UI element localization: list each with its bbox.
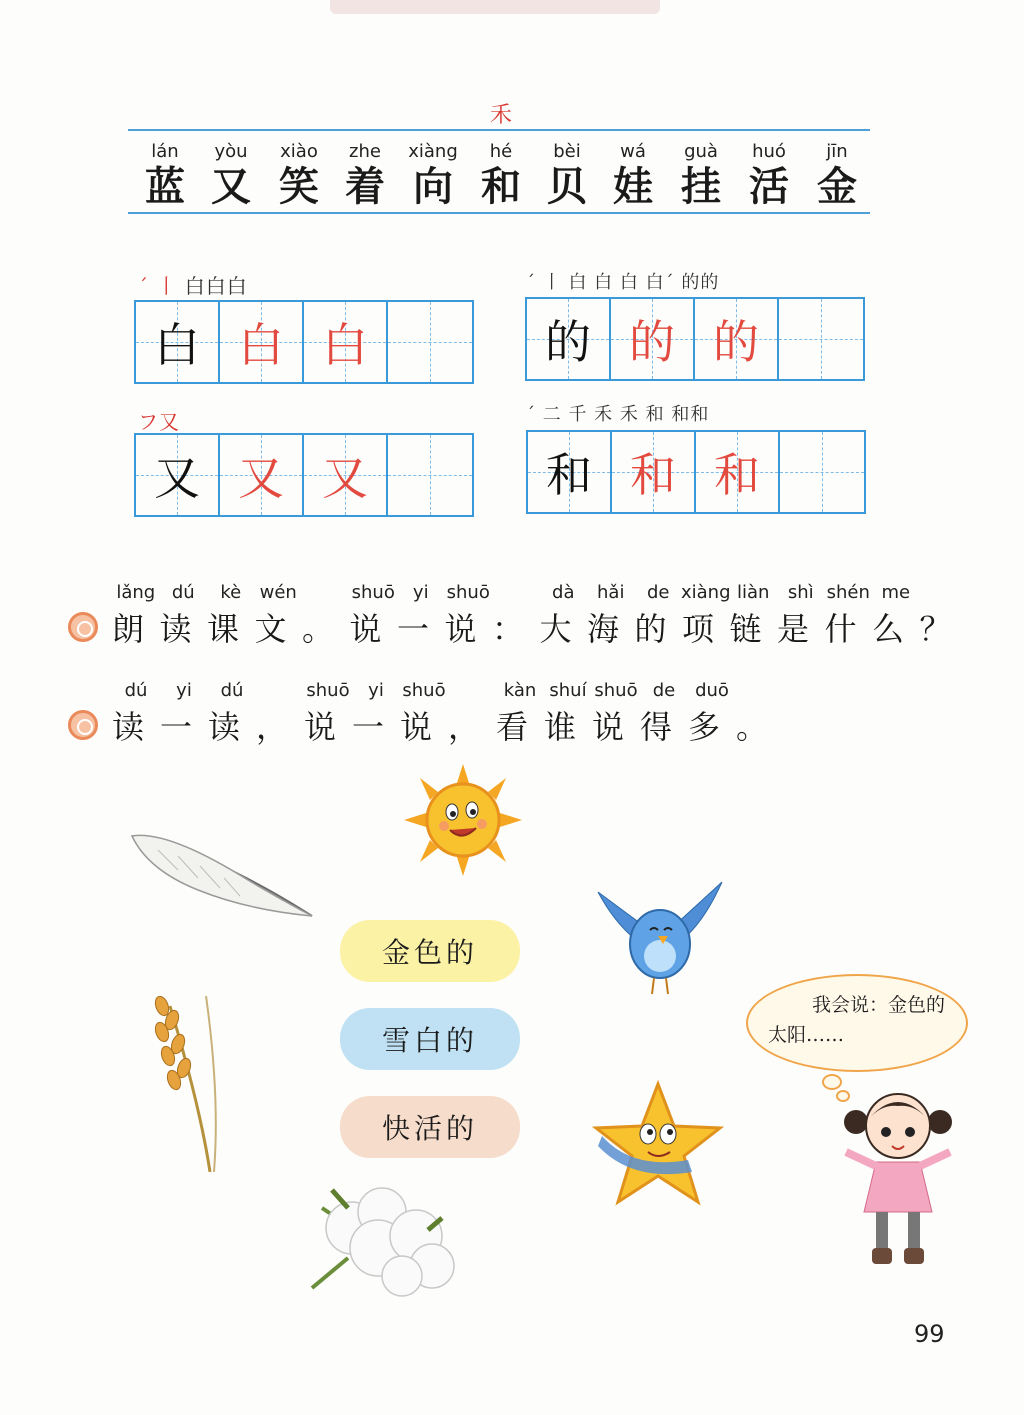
sentence-character: 一 [160,708,196,746]
grid-cell: 的 [611,299,695,379]
stroke-order-bai: ˊ 丨 白白白 [138,274,248,298]
sentence-pinyin: shuí [549,680,587,701]
stroke-order-he: ˊ 二 千 禾 禾 和 和和 [526,404,710,425]
vocab-character: 笑 [279,163,319,210]
sentence-character: 得 [640,708,676,746]
vocab-pinyin: yòu [214,141,248,162]
sentence-character: 链 [729,610,765,648]
sentence-pinyin: dú [124,680,148,701]
vocab-item [468,140,534,210]
sentence-character: 朗 [112,610,148,648]
grid-cell: 和 [528,432,612,512]
grid-cell: 和 [696,432,780,512]
vocab-character: 向 [413,163,453,210]
sentence-pinyin: de [647,582,670,603]
vocab-pinyin: xiàng [408,141,458,162]
grid-cell-empty[interactable] [388,435,472,515]
sentence-pinyin: shuō [402,680,446,701]
sentence-character: 说 [400,708,436,746]
sentence-punctuation: ？ [919,610,955,648]
sentence-pinyin: shuō [306,680,350,701]
question-2 [112,680,812,750]
vocab-pinyin: guà [684,141,718,162]
grid-cell-empty[interactable] [780,432,864,512]
sentence-pinyin: shuō [351,582,395,603]
sentence-pinyin: yi [176,680,192,701]
sentence-character: 读 [208,708,244,746]
sentence-punctuation: ： [492,610,528,648]
question-bullet-icon [68,612,98,642]
sentence-pinyin: shuō [594,680,638,701]
sentence-pinyin: dú [171,582,195,603]
sentence-pinyin: dú [220,680,244,701]
grid-cell: 白 [136,302,220,382]
grid-cell: 白 [220,302,304,382]
vocab-character: 贝 [547,163,587,210]
sentence-character: 大 [539,610,575,648]
sentence-character: 是 [777,610,813,648]
sentence-character: 海 [587,610,623,648]
vocab-item [132,140,198,210]
vocab-character: 娃 [613,163,653,210]
vocab-pinyin: hé [489,141,513,162]
sentence-character: 什 [824,610,860,648]
sentence-pinyin: yi [368,680,384,701]
sentence-character: 说 [304,708,340,746]
sentence-character: 说 [592,708,628,746]
vocab-item [600,140,666,210]
vocab-item [804,140,870,210]
page-number: 99 [914,1320,945,1348]
grid-cell-empty[interactable] [388,302,472,382]
vocab-character: 金 [817,163,857,210]
vocab-item [332,140,398,210]
grid-cell-empty[interactable] [779,299,863,379]
vocab-item [400,140,466,210]
sentence-character: 的 [634,610,670,648]
grid-cell: 白 [304,302,388,382]
vocab-pinyin: huó [752,141,786,162]
sentence-punctuation: ， [256,708,292,746]
vocab-character: 着 [345,163,385,210]
vocab-pinyin: wá [620,141,646,162]
sentence-pinyin: lǎng [116,582,156,603]
stroke-order-you: フ又 [138,410,180,434]
writing-grid-you [134,433,474,517]
sentence-character: 一 [397,610,433,648]
vocab-character: 又 [211,163,251,210]
sentence-pinyin: hǎi [597,582,625,603]
sentence-character: 看 [496,708,532,746]
sentence-pinyin: wén [259,582,297,603]
vocab-item [668,140,734,210]
word-card-snowwhite: 雪白的 [340,1008,520,1070]
vocab-item [534,140,600,210]
question-1 [112,582,972,652]
cotton-icon [292,1168,468,1306]
star-icon [592,1080,724,1208]
grid-cell: 的 [527,299,611,379]
grid-cell: 和 [612,432,696,512]
sentence-pinyin: de [652,680,676,701]
vocab-character: 蓝 [145,163,185,210]
grid-cell: 的 [695,299,779,379]
girl-icon [836,1082,960,1272]
vocab-item [198,140,264,210]
sentence-pinyin: shuō [446,582,490,603]
vocab-character: 和 [481,163,521,210]
wheat-icon [140,986,230,1172]
sentence-punctuation: ， [448,708,484,746]
sentence-pinyin: duō [695,680,729,701]
vocab-top-rule [128,129,870,131]
stroke-order-de: ˊ 丨 白 白 白 白ˊ 的的 [526,272,720,293]
sentence-pinyin: kè [220,582,242,603]
sentence-character: 多 [688,708,724,746]
sentence-pinyin: me [881,582,911,603]
thought-dot [822,1074,842,1090]
vocab-character: 挂 [681,163,721,210]
vocab-character: 活 [749,163,789,210]
vocab-bottom-rule [128,212,870,214]
grid-cell: 又 [304,435,388,515]
grid-cell: 又 [136,435,220,515]
sentence-punctuation: 。 [736,708,772,746]
sentence-character: 读 [112,708,148,746]
sentence-pinyin: xiàng [680,582,731,603]
top-tab-decoration [330,0,660,14]
vocab-item [266,140,332,210]
sentence-pinyin: liàn [737,582,770,603]
writing-grid-he [526,430,866,514]
sentence-character: 说 [444,610,480,648]
vocab-pinyin: bèi [553,141,581,162]
sentence-character: 文 [254,610,290,648]
feather-icon [128,830,316,922]
word-card-golden: 金色的 [340,920,520,982]
sentence-character: 说 [349,610,385,648]
vocab-pinyin: jīn [826,141,848,162]
vocab-pinyin: xiào [280,141,318,162]
bird-icon [594,882,726,1000]
sun-icon [404,764,522,876]
grid-cell: 又 [220,435,304,515]
sentence-character: 谁 [544,708,580,746]
word-card-cheerful: 快活的 [340,1096,520,1158]
sentence-character: 课 [207,610,243,648]
sentence-character: 一 [352,708,388,746]
sentence-pinyin: shì [787,582,814,603]
vocab-pinyin: zhe [349,141,381,162]
sentence-character: 么 [872,610,908,648]
writing-grid-de [525,297,865,381]
sentence-character: 项 [682,610,718,648]
thought-dot [836,1090,850,1102]
sentence-punctuation: 。 [302,610,338,648]
question-bullet-icon [68,710,98,740]
sentence-pinyin: kàn [503,680,537,701]
speech-bubble-text: 我会说：金色的太阳…… [768,994,946,1046]
sentence-pinyin: shén [826,582,870,603]
vocab-item [736,140,802,210]
writing-grid-bai [134,300,474,384]
sentence-pinyin: dà [552,582,575,603]
vocab-pinyin: lán [151,141,179,162]
sentence-character: 读 [159,610,195,648]
sentence-pinyin: yi [412,582,429,603]
radical-label: 禾 [490,103,513,128]
